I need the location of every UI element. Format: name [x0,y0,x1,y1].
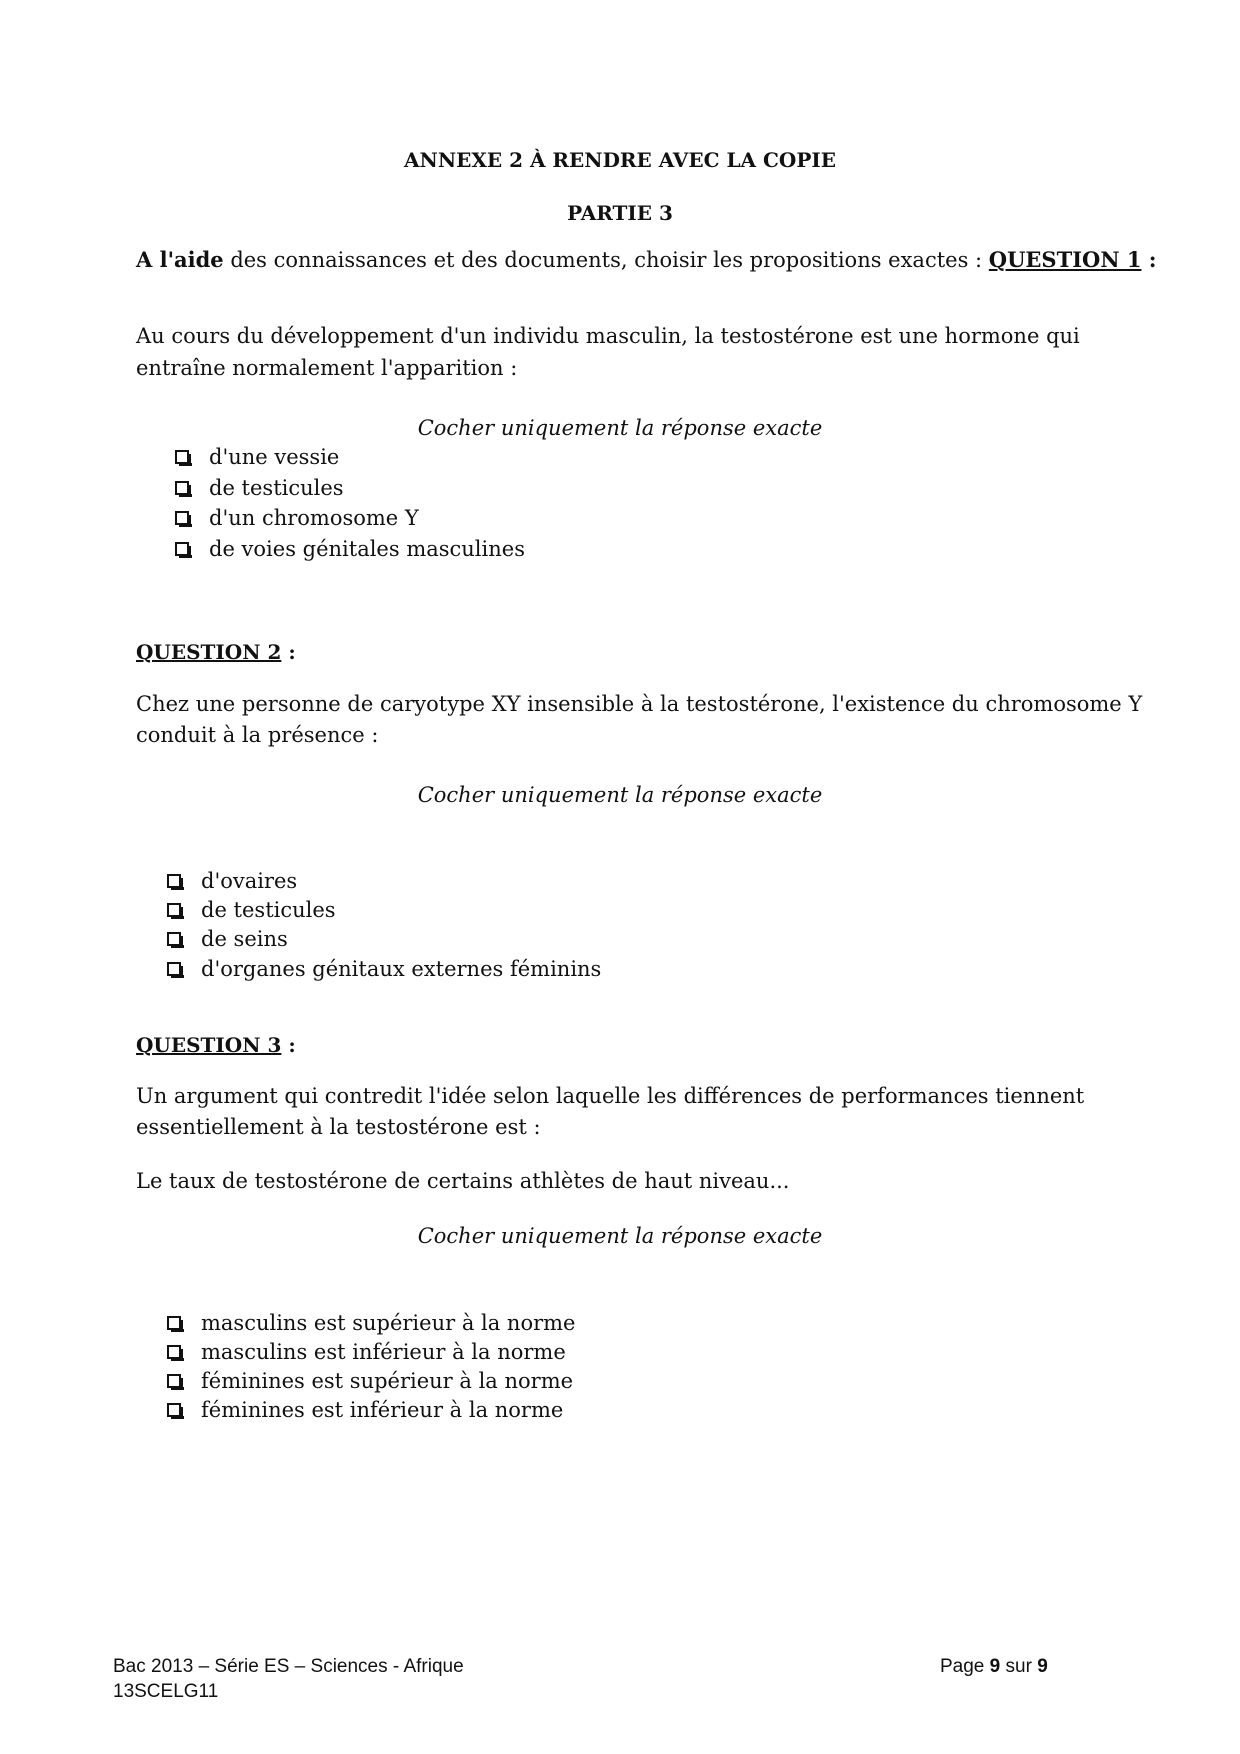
question1-label: QUESTION 1 [988,247,1142,272]
question1-instruction: Cocher uniquement la réponse exacte [417,416,823,440]
question1-option-1[interactable] [175,445,339,469]
option-label: de testicules [209,476,344,500]
checkbox-icon[interactable] [175,481,189,495]
question1-text-line2: entraîne normalement l'apparition : [136,356,518,380]
checkbox-icon[interactable] [167,932,181,946]
intro-bold: A l'aide [136,247,224,272]
question2-option-4[interactable] [167,957,601,981]
checkbox-icon[interactable] [175,511,189,525]
question3-label: QUESTION 3 [136,1033,282,1057]
question2-option-2[interactable] [167,898,336,922]
page-number [940,1655,1048,1679]
question1-option-2[interactable] [175,476,344,500]
question3-instruction: Cocher uniquement la réponse exacte [417,1224,823,1248]
question3-text-line2: essentiellement à la testostérone est : [136,1115,541,1139]
checkbox-icon[interactable] [167,1403,181,1417]
intro-rest: des connaissances et des documents, choisir les propositions exactes : [223,248,989,272]
page-total: 9 [1037,1656,1048,1677]
option-label: de seins [201,927,288,951]
question3-colon: : [281,1033,296,1057]
question3-option-2[interactable] [167,1340,566,1364]
question1-option-4[interactable] [175,537,525,561]
question1-text-line1: Au cours du développement d'un individu masculin, la testostérone est une hormone qui [136,324,1080,348]
page-prefix: Page [940,1656,990,1677]
annexe-title: ANNEXE 2 À RENDRE AVEC LA COPIE [404,148,836,172]
option-label: masculins est supérieur à la norme [201,1311,576,1335]
question1-option-3[interactable] [175,506,419,530]
checkbox-icon[interactable] [175,542,189,556]
checkbox-icon[interactable] [167,1316,181,1330]
option-label: d'ovaires [201,869,298,893]
footer-left-line2: 13SCELG11 [113,1681,219,1702]
option-label: féminines est inférieur à la norme [201,1398,564,1422]
question2-option-3[interactable] [167,927,288,951]
question3-heading [136,1033,296,1057]
question3-option-1[interactable] [167,1311,575,1335]
checkbox-icon[interactable] [167,874,181,888]
question2-colon: : [281,640,296,664]
question3-option-4[interactable] [167,1398,563,1422]
question3-text-line1: Un argument qui contredit l'idée selon laquelle les différences de performances tiennent [136,1084,1085,1108]
option-label: de testicules [201,898,336,922]
page-current: 9 [989,1656,1001,1677]
checkbox-icon[interactable] [167,962,181,976]
option-label: masculins est inférieur à la norme [201,1340,566,1364]
option-label: de voies génitales masculines [209,537,525,561]
option-label: féminines est supérieur à la norme [201,1369,574,1393]
option-label: d'une vessie [209,445,340,469]
checkbox-icon[interactable] [167,1374,181,1388]
question2-text-line1: Chez une personne de caryotype XY insensible à la testostérone, l'existence du chromosome Y [136,692,1143,716]
intro-line [136,244,1157,276]
question3-option-3[interactable] [167,1369,573,1393]
question2-option-1[interactable] [167,869,297,893]
option-label: d'un chromosome Y [209,506,419,530]
checkbox-icon[interactable] [167,903,181,917]
question2-label: QUESTION 2 [136,640,282,664]
question2-heading [136,640,296,664]
question2-instruction: Cocher uniquement la réponse exacte [417,783,823,807]
partie-title: PARTIE 3 [567,201,673,225]
question1-colon: : [1141,247,1157,272]
question3-text-line3: Le taux de testostérone de certains athlètes de haut niveau... [136,1169,790,1193]
checkbox-icon[interactable] [175,450,189,464]
page-mid: sur [1000,1656,1038,1677]
question2-text-line2: conduit à la présence : [136,723,379,747]
option-label: d'organes génitaux externes féminins [201,957,602,981]
footer-left-line1: Bac 2013 – Série ES – Sciences - Afrique [113,1656,464,1677]
checkbox-icon[interactable] [167,1345,181,1359]
